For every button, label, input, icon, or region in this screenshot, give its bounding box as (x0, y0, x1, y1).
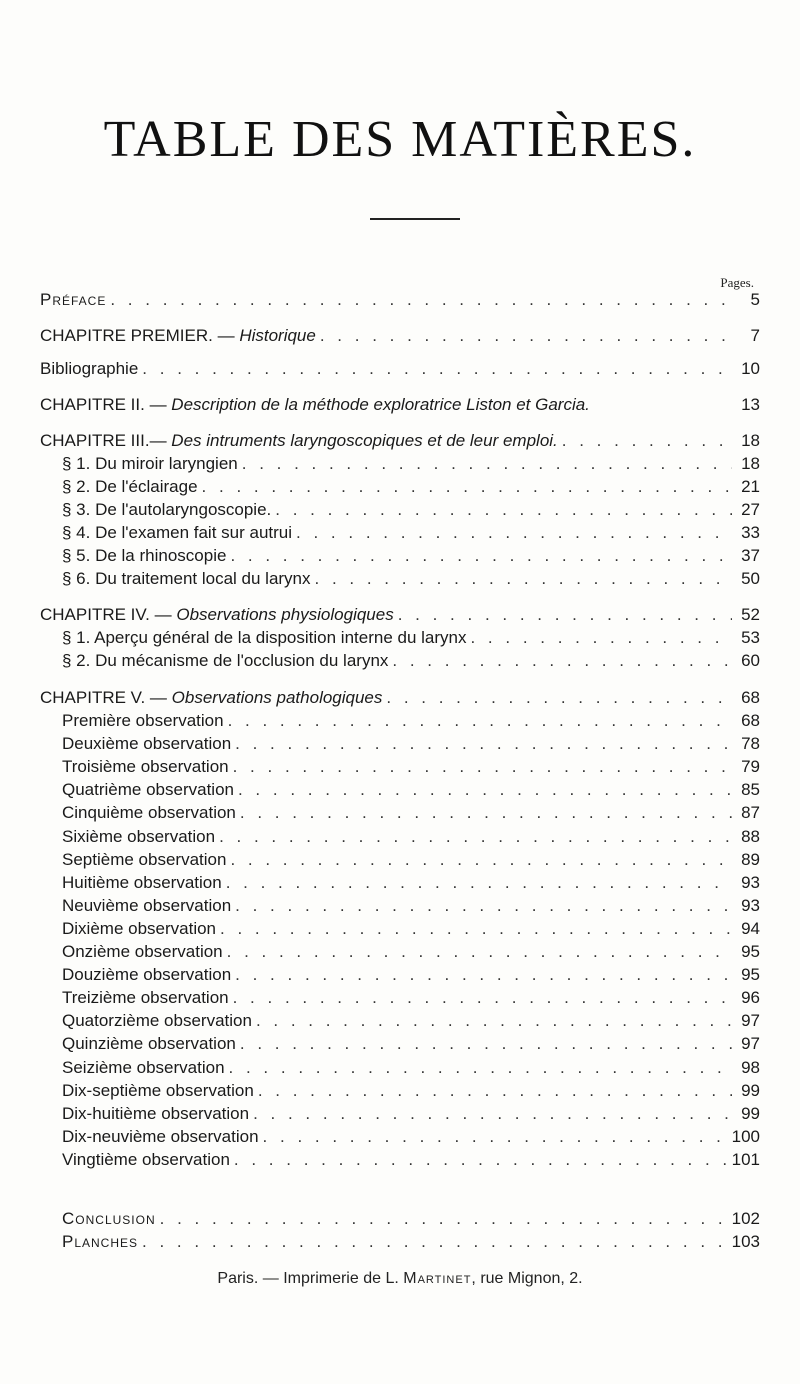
toc-entry-page: 53 (741, 628, 760, 647)
toc-entry-preface[interactable] (40, 289, 760, 311)
toc-entry-observation[interactable] (62, 895, 760, 917)
toc-entry-chapter-1[interactable] (40, 325, 760, 347)
toc-entry-page: 97 (741, 1011, 760, 1030)
toc-entry-label: Douzième observation (62, 965, 232, 984)
toc-entry-page: 103 (731, 1232, 760, 1251)
toc-entry-label: Dixième observation (62, 919, 217, 938)
toc-entry-section[interactable] (62, 568, 760, 590)
toc-entry-page: 94 (741, 919, 760, 938)
toc-entry-page: 18 (741, 454, 760, 473)
toc-entry-observation[interactable] (62, 964, 760, 986)
toc-entry-planches[interactable] (62, 1231, 760, 1253)
toc-entry-page: 78 (741, 734, 760, 753)
printer-imprint: Paris. — Imprimerie de L. Martinet, rue Mignon, 2. (217, 1270, 583, 1287)
toc-entry-label: § 1. Du miroir laryngien (62, 454, 238, 473)
toc-entry-label: CHAPITRE III.— Des intruments laryngoscopiques et de leur emploi. (40, 431, 558, 450)
toc-entry-label: Conclusion (62, 1209, 156, 1228)
toc-entry-section[interactable] (62, 522, 760, 544)
toc-entry-label: CHAPITRE V. — Observations pathologiques (40, 688, 383, 707)
toc-entry-label: Dix-huitième observation (62, 1104, 250, 1123)
toc-entry-observation[interactable] (62, 1033, 760, 1055)
toc-entry-observation[interactable] (62, 1149, 760, 1171)
toc-entry-observation[interactable] (62, 872, 760, 894)
toc-entry-label: Dix-septième observation (62, 1081, 254, 1100)
toc-entry-chapter-5[interactable] (40, 687, 760, 709)
toc-entry-label: Deuxième observation (62, 734, 232, 753)
toc-entry-page: 99 (741, 1081, 760, 1100)
toc-entry-section[interactable] (62, 545, 760, 567)
toc-entry-observation[interactable] (62, 826, 760, 848)
toc-entry-observation[interactable] (62, 802, 760, 824)
toc-entry-page: 50 (741, 569, 760, 588)
toc-entry-page: 68 (741, 688, 760, 707)
toc-entry-observation[interactable] (62, 849, 760, 871)
toc-entry-label: § 4. De l'examen fait sur autrui (62, 523, 293, 542)
toc-entry-label: § 5. De la rhinoscopie (62, 546, 227, 565)
toc-entry-page: 21 (741, 477, 760, 496)
toc-entry-label: Planches (62, 1232, 139, 1251)
toc-entry-page: 60 (741, 651, 760, 670)
toc-entry-page: 79 (741, 757, 760, 776)
toc-entry-label: CHAPITRE IV. — Observations physiologiques (40, 605, 394, 624)
toc-entry-label: Seizième observation (62, 1058, 225, 1077)
toc-entry-label: Septième observation (62, 850, 227, 869)
toc-entry-label: Treizième observation (62, 988, 229, 1007)
toc-entry-label: CHAPITRE II. — Description de la méthode exploratrice Liston et Garcia. (40, 395, 590, 414)
toc-entry-observation[interactable] (62, 710, 760, 732)
toc-entry-page: 100 (731, 1127, 760, 1146)
toc-entry-page: 96 (741, 988, 760, 1007)
toc-entry-label: § 2. De l'éclairage (62, 477, 198, 496)
toc-entry-label: § 1. Aperçu général de la disposition interne du larynx (62, 628, 467, 647)
toc-entry-bibliographie[interactable] (40, 358, 760, 380)
toc-entry-section[interactable] (62, 650, 760, 672)
toc-entry-observation[interactable] (62, 941, 760, 963)
toc-entry-page: 33 (741, 523, 760, 542)
toc-entry-page: 10 (741, 359, 760, 378)
toc-entry-label: Préface (40, 290, 107, 309)
toc-entry-label: CHAPITRE PREMIER. — Historique (40, 326, 316, 345)
toc-entry-label: § 6. Du traitement local du larynx (62, 569, 311, 588)
toc-entry-page: 5 (750, 290, 760, 309)
toc-entry-page: 102 (731, 1209, 760, 1228)
toc-entry-conclusion[interactable] (62, 1208, 760, 1230)
toc-entry-observation[interactable] (62, 779, 760, 801)
toc-entry-label: Quinzième observation (62, 1034, 236, 1053)
toc-entry-label: § 3. De l'autolaryngoscopie. (62, 500, 272, 519)
toc-entry-page: 95 (741, 942, 760, 961)
toc-entry-page: 13 (741, 395, 760, 414)
toc-entry-label: Troisième observation (62, 757, 229, 776)
toc-entry-label: Vingtième observation (62, 1150, 230, 1169)
toc-entry-observation[interactable] (62, 918, 760, 940)
toc-entry-page: 95 (741, 965, 760, 984)
toc-entry-label: Quatrième observation (62, 780, 234, 799)
toc-entry-label: Huitième observation (62, 873, 222, 892)
toc-entry-page: 89 (741, 850, 760, 869)
toc-entry-observation[interactable] (62, 1010, 760, 1032)
toc-entry-section[interactable] (62, 453, 760, 475)
toc-entry-page: 93 (741, 873, 760, 892)
toc-entry-page: 7 (750, 326, 760, 345)
toc-entry-observation[interactable] (62, 1080, 760, 1102)
toc-entry-label: § 2. Du mécanisme de l'occlusion du larynx (62, 651, 389, 670)
toc-entry-chapter-3[interactable] (40, 430, 760, 452)
toc-entry-page: 97 (741, 1034, 760, 1053)
toc-entry-page: 99 (741, 1104, 760, 1123)
toc-entry-page: 101 (731, 1150, 760, 1169)
toc-entry-chapter-4[interactable] (40, 604, 760, 626)
toc-entry-label: Dix-neuvième observation (62, 1127, 259, 1146)
toc-entry-page: 98 (741, 1058, 760, 1077)
toc-entry-label: Onzième observation (62, 942, 223, 961)
toc-entry-page: 37 (741, 546, 760, 565)
toc-entry-page: 27 (741, 500, 760, 519)
toc-entry-observation[interactable] (62, 1103, 760, 1125)
toc-entry-observation[interactable] (62, 1057, 760, 1079)
toc-entry-label: Quatorzième observation (62, 1011, 252, 1030)
toc-entry-section[interactable] (62, 476, 760, 498)
toc-entry-label: Neuvième observation (62, 896, 232, 915)
toc-entry-observation[interactable] (62, 733, 760, 755)
toc-entry-page: 85 (741, 780, 760, 799)
toc-entry-observation[interactable] (62, 987, 760, 1009)
toc-entry-page: 93 (741, 896, 760, 915)
title-divider (370, 218, 460, 220)
toc-entry-page: 18 (741, 431, 760, 450)
toc-entry-page: 88 (741, 827, 760, 846)
toc-entry-label: Cinquième observation (62, 803, 236, 822)
toc-entry-chapter-2[interactable] (40, 394, 760, 416)
toc-entry-observation[interactable] (62, 1126, 760, 1148)
toc-entry-page: 87 (741, 803, 760, 822)
toc-entry-page: 68 (741, 711, 760, 730)
toc-entry-label: Sixième observation (62, 827, 216, 846)
toc-entry-page: 52 (741, 605, 760, 624)
toc-entry-observation[interactable] (62, 756, 760, 778)
page-title: TABLE DES MATIÈRES. (103, 111, 697, 168)
toc-entry-label: Première observation (62, 711, 224, 730)
toc-entry-section[interactable] (62, 499, 760, 521)
toc-entry-section[interactable] (62, 627, 760, 649)
toc-entry-label: Bibliographie (40, 359, 139, 378)
pages-column-label: Pages. (720, 275, 754, 290)
